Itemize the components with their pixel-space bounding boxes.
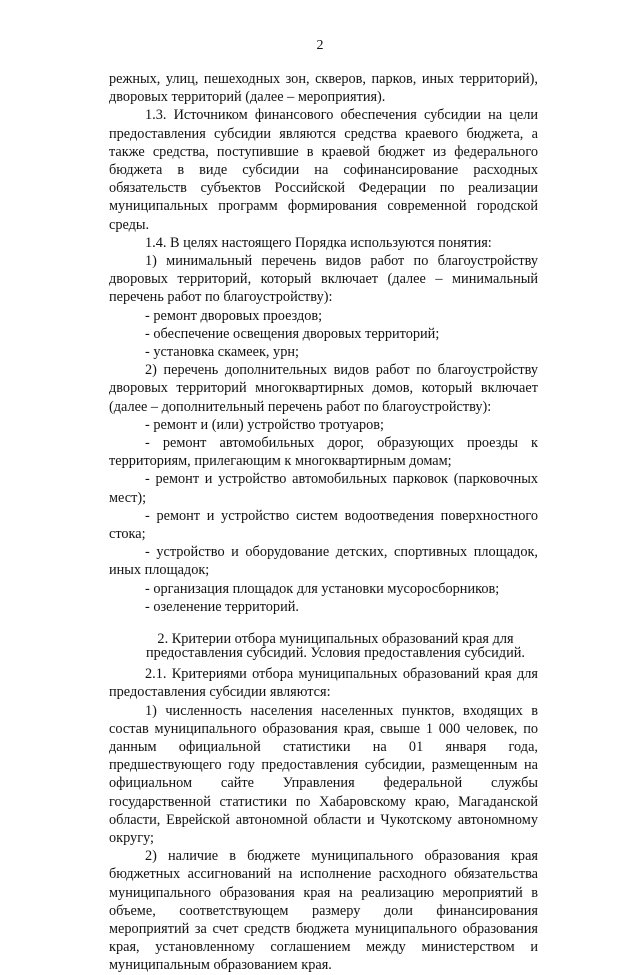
list-item: - обеспечение освещения дворовых территорий;	[145, 325, 440, 342]
paragraph: 2.1. Критериями отбора муниципальных образований края для предоставления субсидии являются:	[109, 666, 538, 701]
document-body	[109, 70, 538, 975]
list-item: - ремонт и устройство систем водоотведения поверхностного стока;	[109, 507, 538, 543]
paragraph: 1) минимальный перечень видов работ по благоустройству дворовых территорий, который включает (далее – минимальный перечень работ по благоустройству):	[109, 253, 538, 306]
section-heading: 2. Критерии отбора муниципальных образований края для предоставления субсидий. Условия предоставления субсидий.	[146, 631, 525, 662]
spacer	[109, 616, 538, 632]
list-item: - установка скамеек, урн;	[145, 344, 299, 361]
list-item: - озеленение территорий.	[145, 598, 299, 615]
paragraph: 2) перечень дополнительных видов работ по благоустройству дворовых территорий многоквартирных домов, который включает (далее – дополнительный перечень работ по благоустройству):	[109, 362, 538, 415]
list-item: - ремонт автомобильных дорог, образующих проезды к территориям, прилегающим к многоквартирным домам;	[109, 435, 538, 470]
page-number: 2	[316, 38, 324, 53]
list-item: - ремонт и (или) устройство тротуаров;	[145, 416, 385, 433]
paragraph: 1.3. Источником финансового обеспечения субсидии на цели предоставления субсидии являются средства краевого бюджета, а также средства, поступившие в краевой бюджет из федерального бюджета в виде субсидии на софинансирование расходных обязательств субъектов Российской Федерации по реализации муниципальных программ формирования современной городской среды.	[109, 107, 538, 233]
list-item: - организация площадок для установки мусоросборников;	[145, 580, 500, 597]
paragraph: 1) численность населения населенных пунктов, входящих в состав муниципального образования края, свыше 1 000 человек, по данным официальной статистики на 01 января года, предшествующего году предоставления субсидии, размещенным на официальном сайте Управления федеральной службы государственной статистики по Хабаровскому краю, Магаданской области, Еврейской автономной области и Чукотскому автономному округу;	[109, 702, 538, 846]
list-item: - устройство и оборудование детских, спортивных площадок, иных площадок;	[109, 544, 538, 579]
list-item: - ремонт и устройство автомобильных парковок (парковочных мест);	[109, 471, 538, 506]
paragraph: 1.4. В целях настоящего Порядка используются понятия:	[145, 234, 492, 251]
paragraph: 2) наличие в бюджете муниципального образования края бюджетных ассигнований на исполнение расходного обязательства муниципального образования края на реализацию мероприятий в объеме, соответствующем размеру доли финансирования мероприятий за счет средств бюджета муниципального образования края, установленному соглашением между министерством и муниципальным образованием края.	[109, 848, 538, 974]
paragraph: режных, улиц, пешеходных зон, скверов, парков, иных территорий), дворовых территорий (далее – мероприятия).	[109, 71, 538, 106]
list-item: - ремонт дворовых проездов;	[145, 307, 323, 324]
